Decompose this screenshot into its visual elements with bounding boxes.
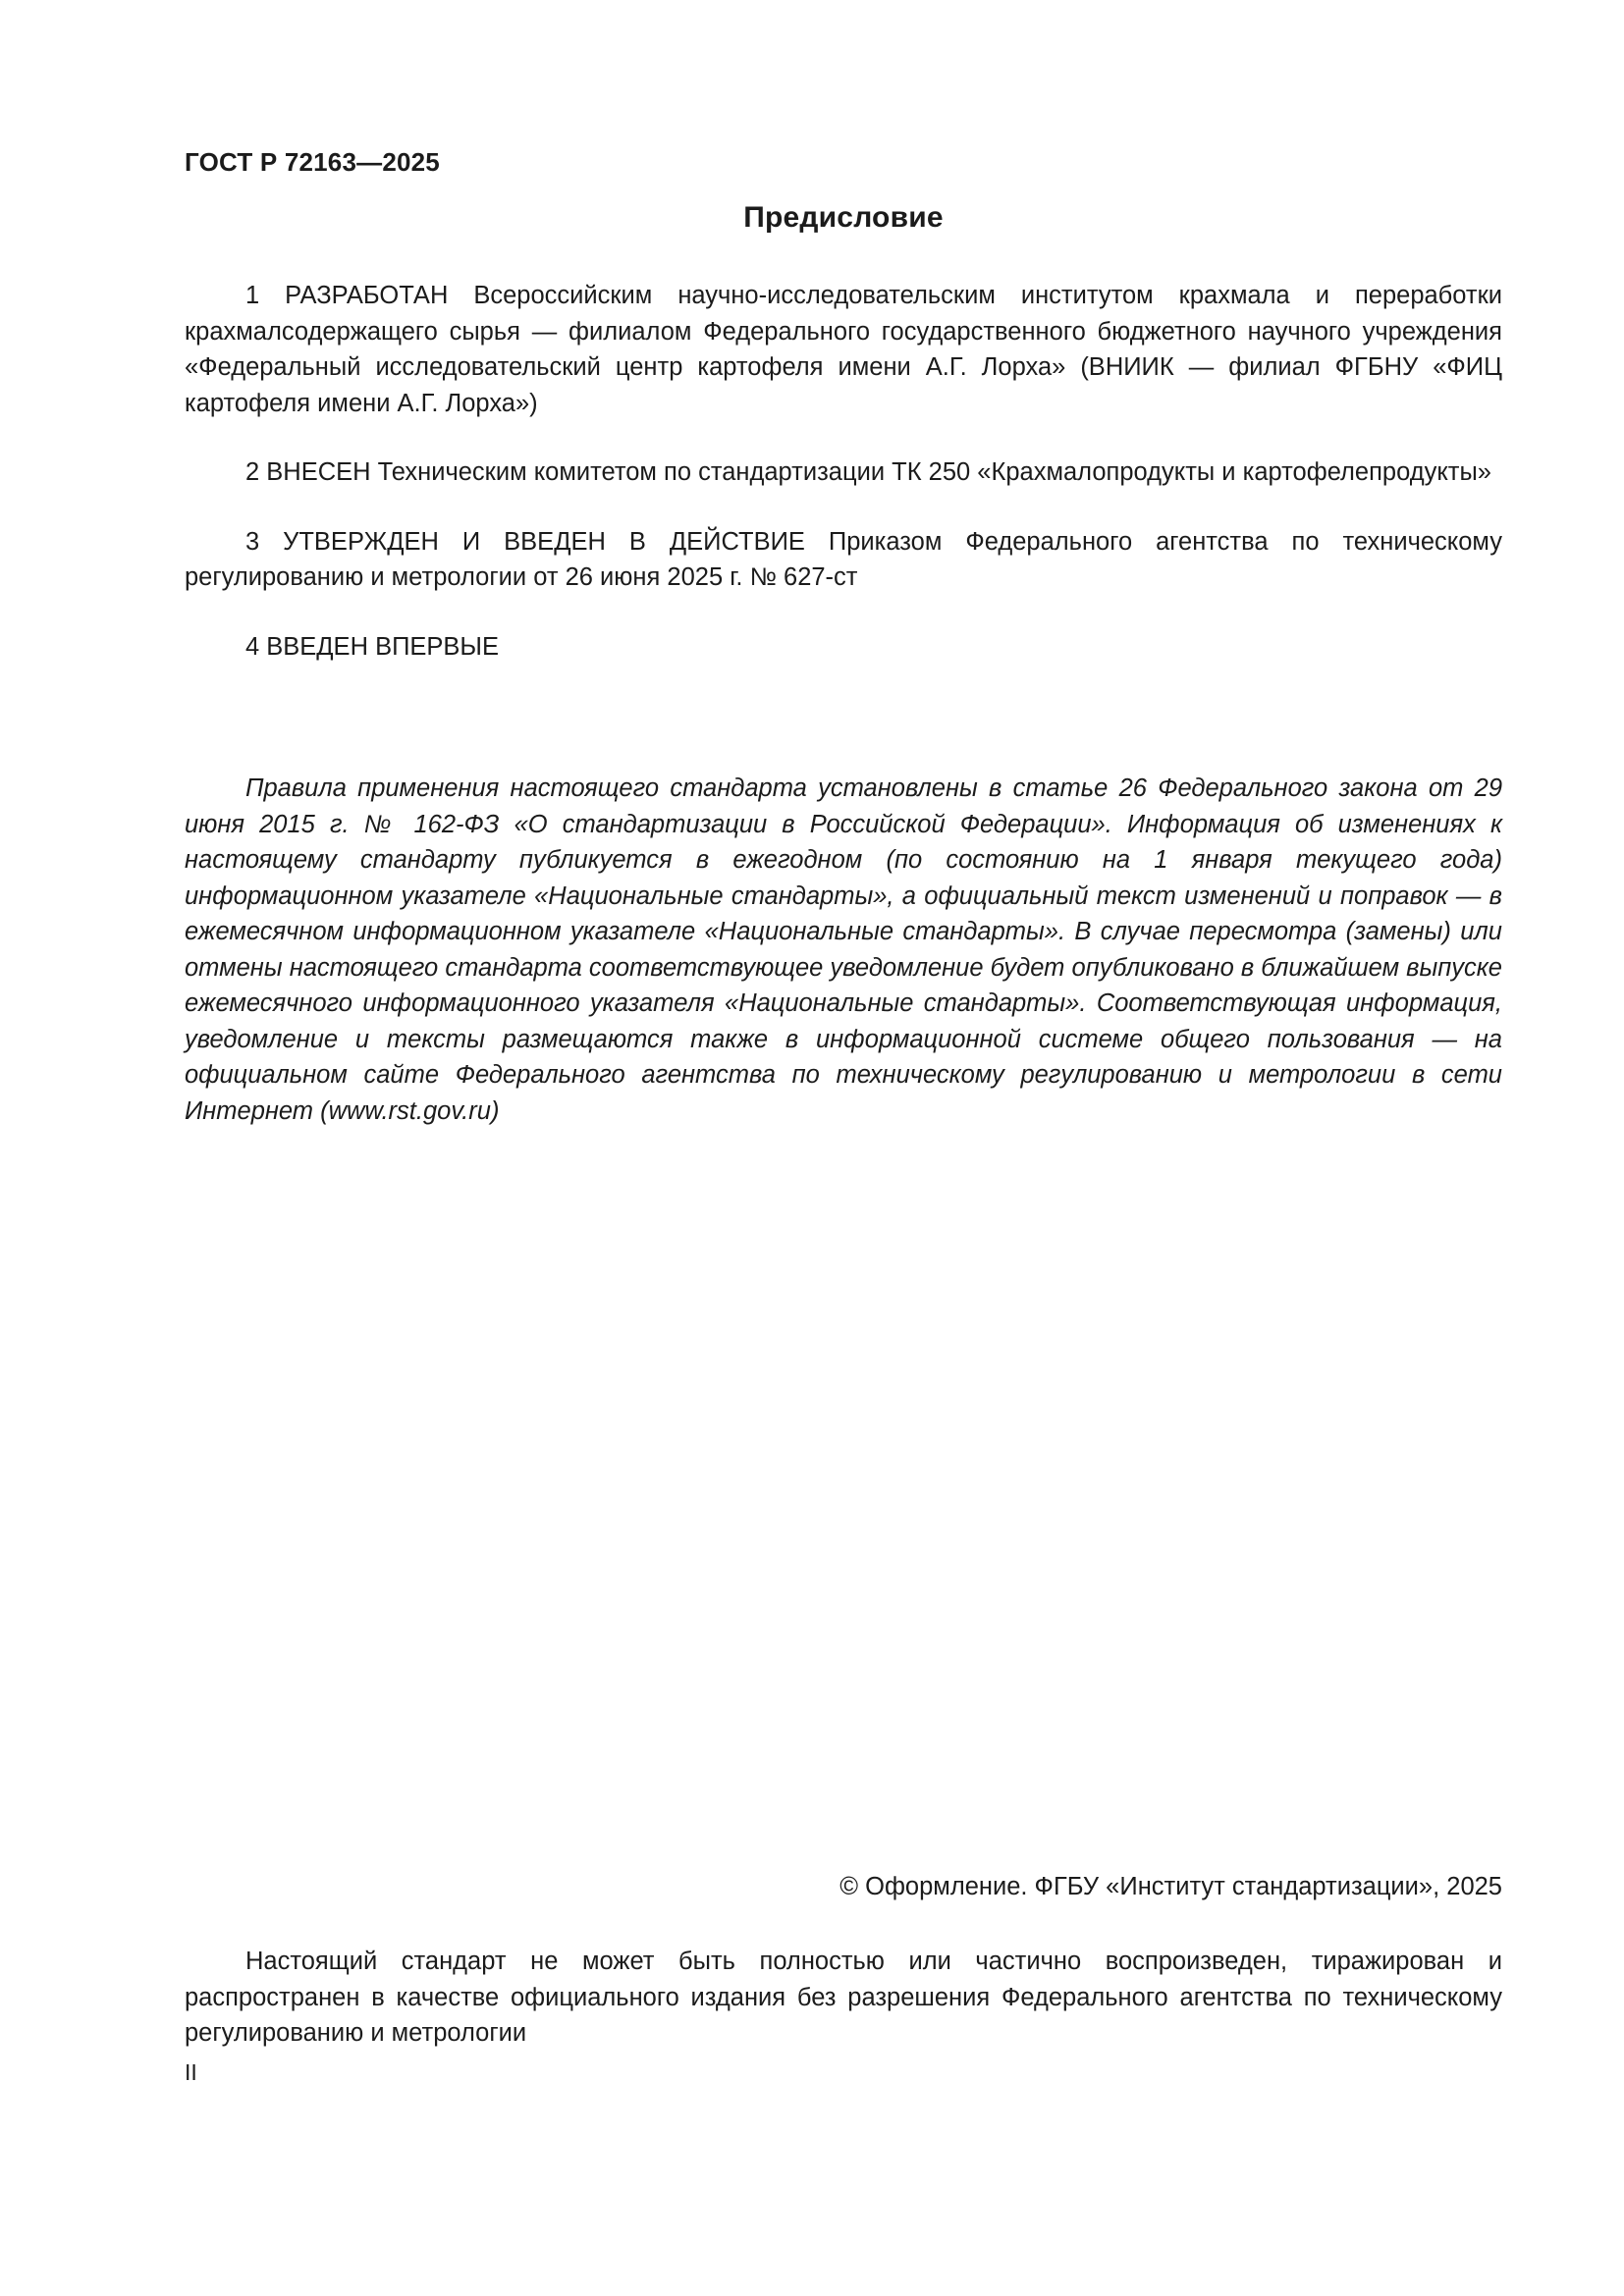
clause-4: 4 ВВЕДЕН ВПЕРВЫЕ (245, 632, 500, 661)
reproduction-restriction-note: Настоящий стандарт не может быть полностью или частично воспроизведен, тиражирован и распространен в качестве официального издания без разрешения Федерального агентства по техническому регулированию и метрологии (185, 1948, 1502, 2047)
clause-1: 1 РАЗРАБОТАН Всероссийским научно-исследовательским институтом крахмала и переработки крахмалсодержащего сырья — филиалом Федерального государственного бюджетного научного учреждения «Федеральный исследовательский центр картофеля имени А.Г. Лорха» (ВНИИК — филиал ФГБНУ «ФИЦ картофеля имени А.Г. Лорха») (185, 282, 1502, 417)
page-number: II (185, 2059, 197, 2085)
running-header-standard-number: ГОСТ Р 72163—2025 (185, 147, 440, 177)
page-title: Предисловие (743, 201, 944, 234)
clause-2: 2 ВНЕСЕН Техническим комитетом по стандартизации ТК 250 «Крахмалопродукты и картофелепродукты» (245, 458, 1491, 486)
clause-3: 3 УТВЕРЖДЕН И ВВЕДЕН В ДЕЙСТВИЕ Приказом Федерального агентства по техническому регулированию и метрологии от 26 июня 2025 г. № 627-ст (185, 527, 1502, 591)
page-content (185, 201, 1502, 1154)
application-rules-notice: Правила применения настоящего стандарта установлены в статье 26 Федерального закона от 29 июня 2015 г. № 162-ФЗ «О стандартизации в Российской Федерации». Информация об изменениях к настоящему стандарту публикуется в ежегодном (по состоянию на 1 января текущего года) информационном указателе «Национальные стандарты», а официальный текст изменений и поправок — в ежемесячном информационном указателе «Национальные стандарты». В случае пересмотра (замены) или отмены настоящего стандарта соответствующее уведомление будет опубликовано в ближайшем выпуске ежемесячного информационного указателя «Национальные стандарты». Соответствующая информация, уведомление и тексты размещаются также в информационной системе общего пользования — на официальном сайте Федерального агентства по техническому регулированию и метрологии в сети Интернет (www.rst.gov.ru) (185, 774, 1502, 1125)
copyright-line: © Оформление. ФГБУ «Институт стандартизации», 2025 (839, 1873, 1502, 1900)
